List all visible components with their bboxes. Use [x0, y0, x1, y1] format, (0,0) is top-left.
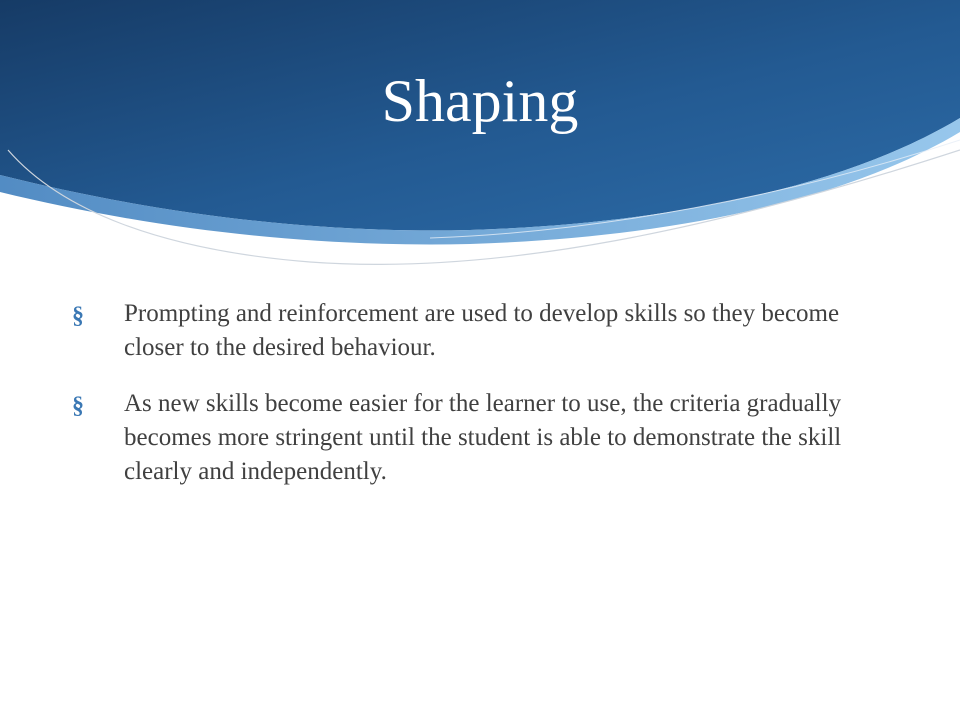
- section-sign-icon: [68, 393, 88, 417]
- header-swoosh-graphic: [0, 0, 960, 280]
- slide-title: Shaping: [381, 68, 579, 134]
- bullet-list: [68, 297, 888, 511]
- svg-text:§: §: [72, 393, 84, 417]
- section-sign-icon: [68, 303, 88, 327]
- bullet-item: [68, 297, 888, 365]
- bullet-item: [68, 387, 888, 489]
- svg-text:§: §: [72, 303, 84, 327]
- bullet-text: Prompting and reinforcement are used to develop skills so they become closer to the desired behaviour.: [124, 300, 840, 361]
- bullet-text: As new skills become easier for the learner to use, the criteria gradually becomes more stringent until the student is able to demonstrate the skill clearly and independently.: [124, 390, 842, 485]
